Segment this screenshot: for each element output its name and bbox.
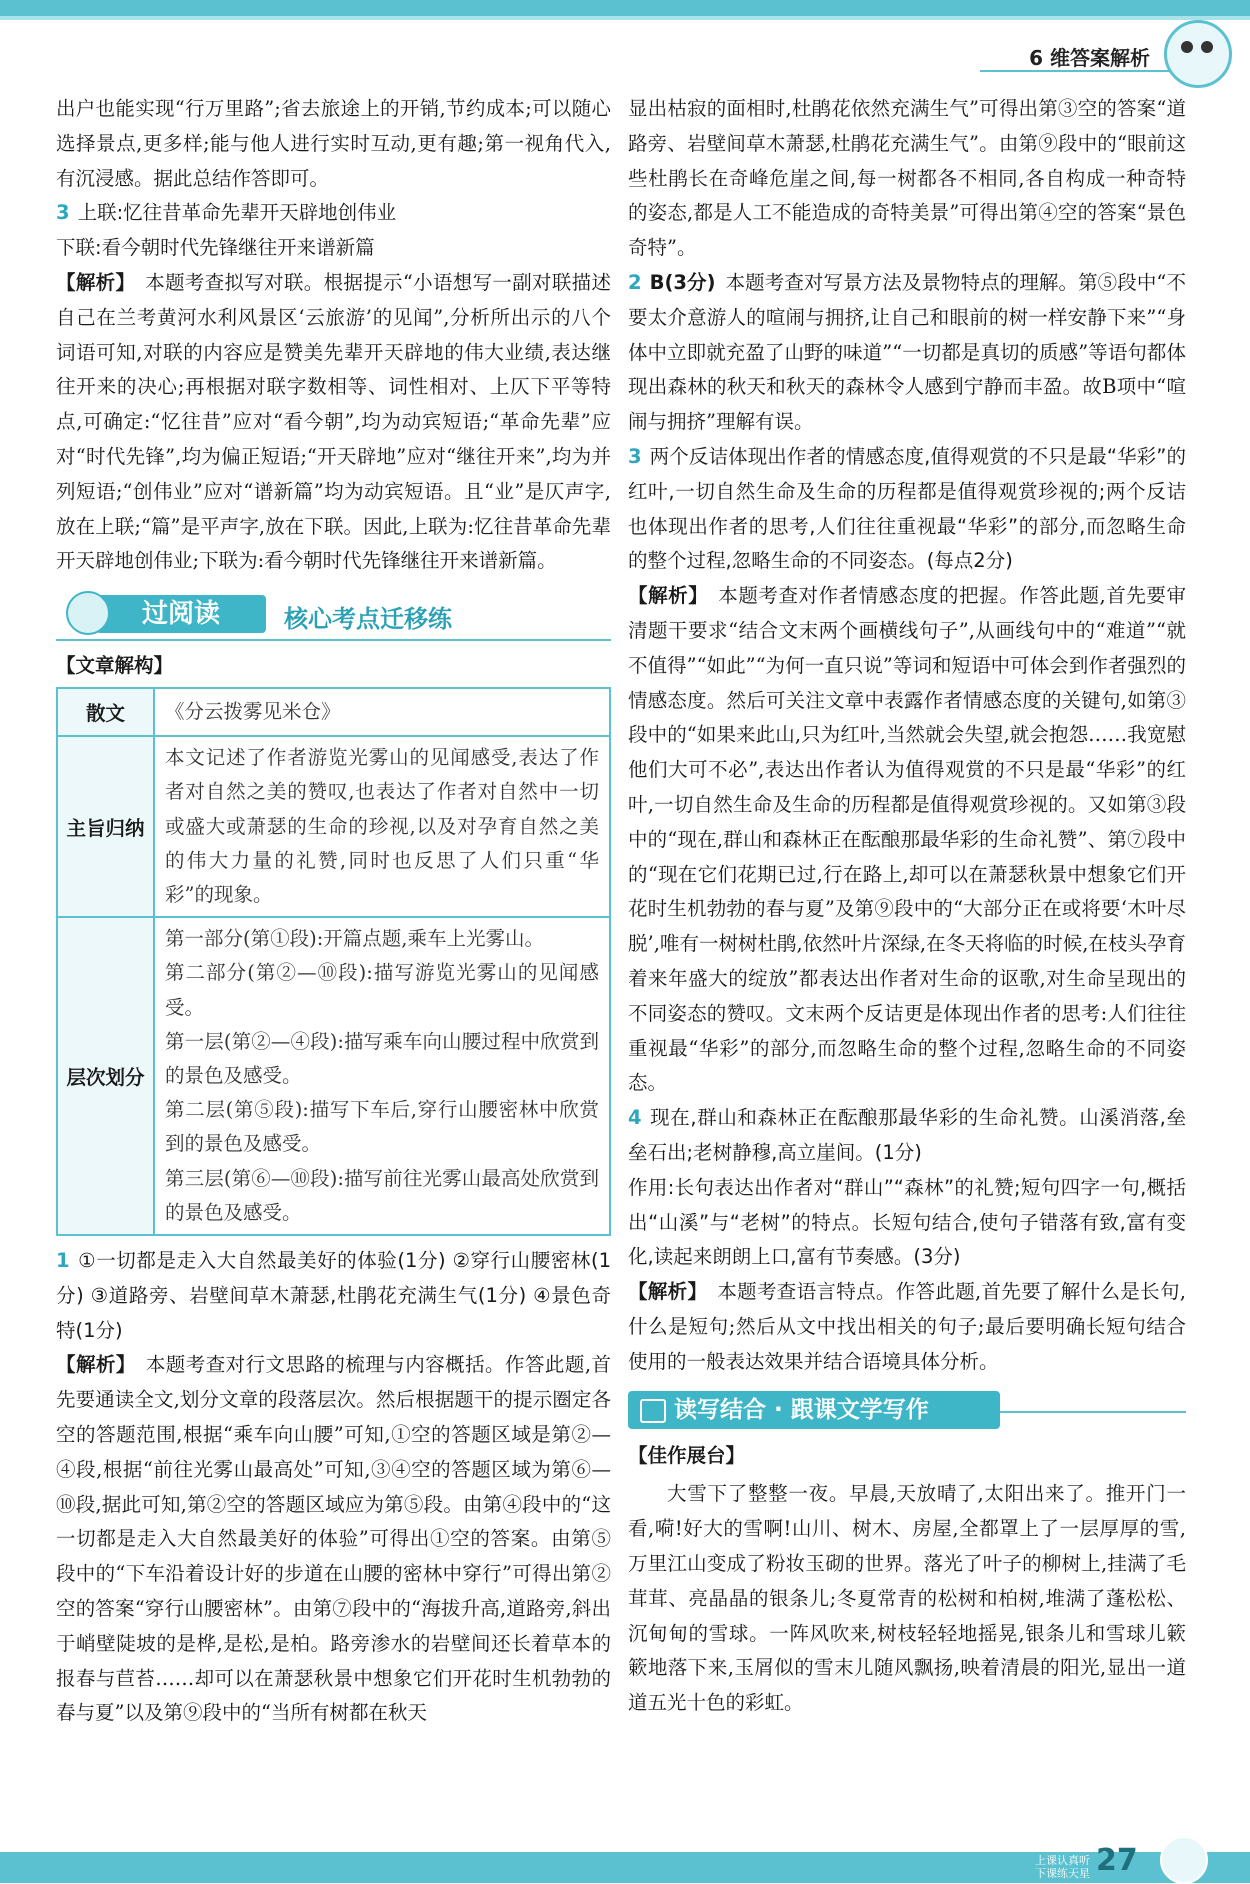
q2-analysis: 本题考查对写景方法及景物特点的理解。第⑤段中“不要太介意游人的喧闹与拥挤,让自己和眼前的树一样安静下来”“身体中立即就充盈了山野的味道”“一切都是真切的质感”等语句都体现出森林的秋天和秋天的森林令人感到宁静而丰盈。故B项中“喧闹与拥挤”理解有误。 (628, 270, 1186, 434)
q1-analysis-paragraph (56, 1348, 611, 1731)
level-item: 第三层(第⑥—⑩段):描写前往光雾山最高处欣赏到的景色及感受。 (165, 1166, 599, 1224)
header-title: 6 维答案解析 (1029, 46, 1150, 70)
section-banner-rule (56, 639, 611, 641)
q4-number: 4 (628, 1106, 642, 1130)
footer-mascot-icon (1160, 1836, 1208, 1884)
section-banner-title: 过阅读 (96, 595, 266, 633)
showcase-heading: 【佳作展台】 (628, 1444, 746, 1468)
showcase-text: 大雪下了整整一夜。早晨,天放晴了,太阳出来了。推开门一看,嗬!好大的雪啊!山川、树木、房屋,全都罩上了一层厚厚的雪,万里江山变成了粉妆玉砌的世界。落光了叶子的柳树上,挂满了毛茸茸、亮晶晶的银条儿;冬夏常青的松树和柏树,堆满了蓬松松、沉甸甸的雪球。一阵风吹来,树枝轻轻地摇晃,银条儿和雪球儿簌簌地落下来,玉屑似的雪末儿随风飘扬,映着清晨的阳光,显出一道道五光十色的彩虹。 (628, 1482, 1186, 1715)
q3-right-analysis-paragraph (628, 579, 1186, 1101)
q4-analysis: 本题考查语言特点。作答此题,首先要了解什么是长句,什么是短句;然后从文中找出相关的句子;最后要明确长短句结合使用的一般表达效果并结合语境具体分析。 (628, 1280, 1186, 1373)
writing-banner-title: 读写结合 · 跟课文学写作 (628, 1391, 1000, 1429)
writing-banner-rule (1000, 1411, 1186, 1413)
row-content-levels (154, 917, 610, 1235)
row-label-theme: 主旨归纳 (57, 736, 154, 917)
q3-analysis-tag: 【解析】 (56, 270, 136, 294)
q3-couplet-upper: 上联:忆往昔革命先辈开天辟地创伟业 (77, 201, 397, 225)
footer-slogan-line: 下课练天星 (1035, 1867, 1090, 1880)
right-column (628, 92, 1186, 1721)
level-item: 第一层(第②—④段):描写乘车向山腰过程中欣赏到的景色及感受。 (165, 1029, 599, 1087)
footer-slogan (1012, 1854, 1090, 1880)
q3-right-analysis: 本题考查对作者情感态度的把握。作答此题,首先要审清题干要求“结合文末两个画横线句子”,从画线句中的“难道”“就不值得”“如此”“为何一直只说”等词和短语中可体会到作者强烈的情感态度。然后可关注文章中表露作者情感态度的关键句,如第③段中的“如果来此山,只为红叶,当然就会失望,就会抱怨……我宽慰他们大可不必”,表达出作者认为值得观赏的不只是最“华彩”的红叶,一切自然生命及生命的历程都是值得观赏珍视的。又如第③段中的“现在,群山和森林正在酝酿那最华彩的生命礼赞”、第⑦段中的“现在它们花期已过,行在路上,却可以在萧瑟秋景中想象它们开花时生机勃勃的春与夏”及第⑨段中的“大部分正在或将要‘木叶尽脱’,唯有一树树杜鹃,依然叶片深绿,在冬天将临的时候,在枝头孕育着来年盛大的绽放”都表达出作者对生命的讴歌,对生命呈现出的不同姿态的赞叹。文末两个反诘更是体现出作者的思考:人们往往重视最“华彩”的部分,而忽略生命的整个过程,忽略生命的不同姿态。 (628, 584, 1186, 1095)
table-row (57, 917, 610, 1235)
q1-analysis: 本题考查对行文思路的梳理与内容概括。作答此题,首先要通读全文,划分文章的段落层次。然后根据题干的提示圈定各空的答题范围,根据“乘车向山腰”可知,①空的答题区域是第②—④段,根据“前往光雾山最高处”可知,③④空的答题区域为第⑥—⑩段,据此可知,第②空的答题区域应为第⑤段。由第④段中的“这一切都是走入大自然最美好的体验”可得出①空的答案。由第⑤段中的“下车沿着设计好的步道在山腰的密林中穿行”可得出第②空的答案“穿行山腰密林”。由第⑦段中的“海拔升高,道路旁,斜出于峭壁陡坡的是桦,是松,是柏。路旁渗水的岩壁间还长着草本的报春与苣苔……却可以在萧瑟秋景中想象它们开花时生机勃勃的春与夏”以及第⑨段中的“当所有树都在秋天 (56, 1353, 611, 1725)
q4-effect: 作用:长句表达出作者对“群山”“森林”的礼赞;短句四字一句,概括出“山溪”与“老树”的特点。长短句结合,使句子错落有致,富有变化,读起来朗朗上口,富有节奏感。(3分) (628, 1175, 1186, 1269)
section-banner-writing (628, 1389, 1186, 1433)
table-row (57, 736, 610, 917)
table-row (57, 688, 610, 736)
structure-heading: 【文章解构】 (56, 654, 174, 678)
q4-analysis-paragraph (628, 1275, 1186, 1379)
row-content-theme: 本文记述了作者游览光雾山的见闻感受,表达了作者对自然之美的赞叹,也表达了作者对自然中一切或盛大或萧瑟的生命的珍视,以及对孕育自然之美的伟大力量的礼赞,同时也反思了人们只重“华彩”的现象。 (154, 736, 610, 917)
q4-answer-paragraph (628, 1101, 1186, 1171)
level-item: 第二层(第⑤段):描写下车后,穿行山腰密林中欣赏到的景色及感受。 (165, 1098, 599, 1156)
top-bar-stripe (0, 16, 1250, 20)
q4-analysis-tag: 【解析】 (628, 1280, 708, 1304)
q3-right-analysis-tag: 【解析】 (628, 584, 709, 608)
q3-analysis: 本题考查拟写对联。根据提示“小语想写一副对联描述自己在兰考黄河水利风景区‘云旅游’的见闻”,分析所出示的八个词语可知,对联的内容应是赞美先辈开天辟地的伟大业绩,表达继往开来的决心;再根据对联字数相等、词性相对、上仄下平等特点,可确定:“忆往昔”应对“看今朝”,均为动宾短语;“革命先辈”应对“时代先锋”,均为偏正短语;“开天辟地”应对“继往开来”,均为并列短语;“创伟业”应对“谱新篇”均为动宾短语。且“业”是仄声字,放在上联;“篇”是平声字,放在下联。因此,上联为:忆往昔革命先辈开天辟地创伟业;下联为:看今朝时代先锋继往开来谱新篇。 (56, 270, 611, 573)
q1-answer-paragraph (56, 1244, 611, 1348)
footer-slogan-line: 上课认真听 (1035, 1854, 1090, 1867)
q1-number: 1 (56, 1249, 70, 1272)
q4-answer: 现在,群山和森林正在酝酿那最华彩的生命礼赞。山溪消落,垒垒石出;老树静穆,高立崖间。(1分) (628, 1106, 1186, 1164)
level-item: 第一部分(第①段):开篇点题,乘车上光雾山。 (165, 927, 544, 951)
page-number: 27 (1096, 1843, 1138, 1878)
q1-answer: ①一切都是走入大自然最美好的体验(1分) ②穿行山腰密林(1分) ③道路旁、岩壁间草木萧瑟,杜鹃花充满生气(1分) ④景色奇特(1分) (56, 1249, 611, 1342)
q2-answer: B(3分) (649, 270, 716, 294)
q3-couplet-lower: 下联:看今朝时代先锋继往开来谱新篇 (56, 236, 375, 260)
left-column (56, 92, 611, 1731)
q3-right-number: 3 (628, 444, 642, 468)
q2-number: 2 (628, 270, 642, 294)
q3-analysis-paragraph (56, 266, 611, 579)
q3-upper (56, 196, 611, 231)
q3-answer: 两个反诘体现出作者的情感态度,值得观赏的不只是最“华彩”的红叶,一切自然生命及生命的历程都是值得观赏珍视的;两个反诘也体现出作者的思考,人们往往重视最“华彩”的部分,而忽略生命的整个过程,忽略生命的不同姿态。(每点2分) (628, 444, 1186, 573)
q1-analysis-tag: 【解析】 (56, 1353, 136, 1377)
banner-mascot-icon (66, 591, 110, 635)
q3-number: 3 (56, 201, 70, 225)
structure-table (56, 687, 611, 1236)
row-label-genre: 散文 (57, 688, 154, 736)
row-label-levels: 层次划分 (57, 917, 154, 1235)
mascot-icon (1164, 20, 1232, 88)
q1-analysis-continued: 显出枯寂的面相时,杜鹃花依然充满生气”可得出第③空的答案“道路旁、岩壁间草木萧瑟,杜鹃花充满生气”。由第⑨段中的“眼前这些杜鹃长在奇峰危崖之间,每一树都各不相同,各自构成一种奇特的姿态,都是人工不能造成的奇特美景”可得出第④空的答案“景色奇特”。 (628, 97, 1186, 260)
row-content-genre: 《分云拨雾见米仓》 (154, 688, 610, 736)
level-item: 第二部分(第②—⑩段):描写游览光雾山的见闻感受。 (165, 961, 599, 1019)
intro-paragraph: 出户也能实现“行万里路”;省去旅途上的开销,节约成本;可以随心选择景点,更多样;能与他人进行实时互动,更有趣;第一视角代入,有沉浸感。据此总结作答即可。 (56, 97, 611, 190)
section-banner-subtitle: 核心考点迁移练 (284, 605, 452, 634)
q3-answer-paragraph (628, 440, 1186, 579)
book-icon (640, 1399, 666, 1423)
top-bar (0, 0, 1250, 16)
section-banner-reading (56, 591, 611, 641)
q2-paragraph (628, 266, 1186, 440)
